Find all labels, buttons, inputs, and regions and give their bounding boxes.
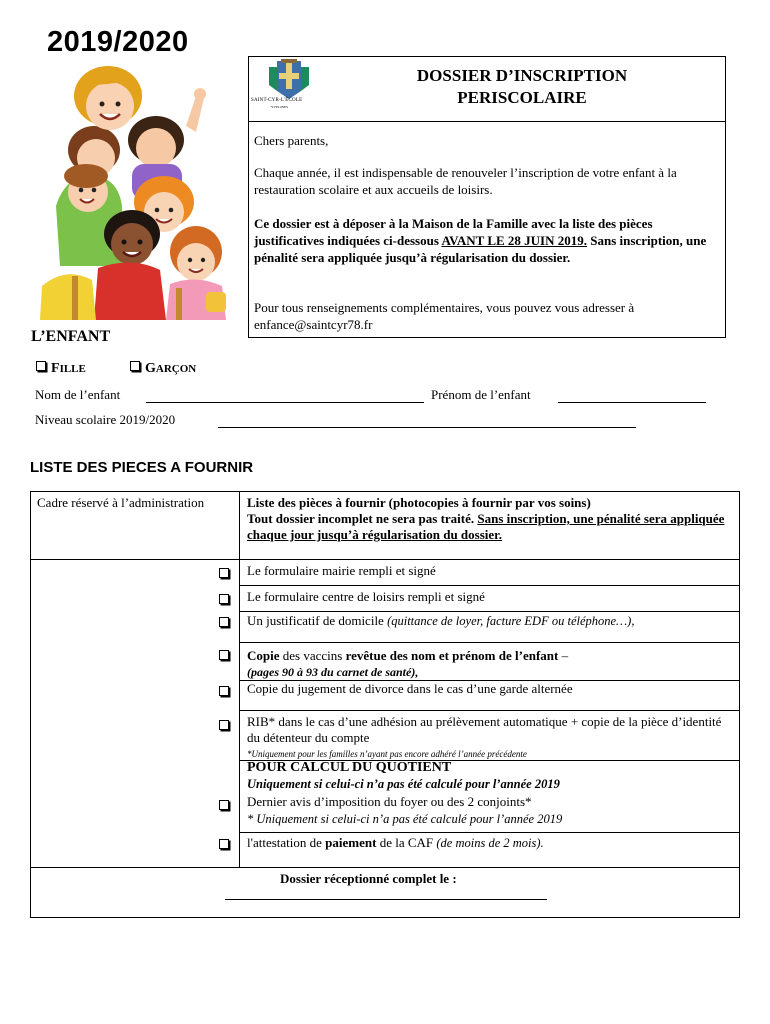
school-level-label: Niveau scolaire 2019/2020	[35, 412, 176, 427]
girl-checkbox[interactable]	[36, 361, 46, 371]
year-title: 2019/2020	[47, 26, 189, 58]
logo-text: SAINT-CYR-L'ÉCOLE	[251, 98, 303, 103]
list-header: Liste des pièces à fournir (photocopies à fournir par vos soins) Tout dossier incomplet ne sera pas traité. Sans inscription, une pénalité sera appliquée chaque jour jusqu’à régularisation du dossier.	[247, 495, 725, 542]
pieces-section-heading: LISTE DES PIECES A FOURNIR	[30, 459, 254, 476]
boy-option[interactable]: GARÇON	[130, 360, 196, 377]
item-divorce-judgment: Copie du jugement de divorce dans le cas d’une garde alternée	[247, 681, 573, 696]
deposit-notice: Ce dossier est à déposer à la Maison de la Famille avec la liste des pièces justificatives indiquées ci-dessous AVANT LE 28 JUIN 2019. Sans inscription, une pénalité sera appliquée jusqu’à régularisation du dossier.	[254, 216, 707, 265]
item-vaccines: Copie des vaccins revêtue des nom et prénom de l’enfant –	[247, 648, 569, 663]
item8-checkbox[interactable]	[219, 839, 229, 849]
received-date-field[interactable]	[225, 899, 547, 900]
last-name-label: Nom de l’enfant	[35, 387, 121, 402]
tax-notice-note: * Uniquement si celui-ci n’a pas été calculé pour l’année 2019	[247, 812, 563, 826]
item-proof-address: Un justificatif de domicile (quittance de loyer, facture EDF ou téléphone…),	[247, 613, 635, 628]
quotient-subtitle: Uniquement si celui-ci n’a pas été calculé pour l’année 2019	[247, 777, 560, 791]
received-label: Dossier réceptionné complet le :	[280, 871, 457, 886]
logo-subtext: YVELINES	[271, 105, 289, 109]
contact-paragraph: Pour tous renseignements complémentaires, vous pouvez vous adresser à enfance@saintcyr78.fr	[254, 300, 635, 332]
item-caf-certificate: l'attestation de paiement de la CAF (de moins de 2 mois).	[247, 835, 544, 850]
item4-checkbox[interactable]	[219, 650, 229, 660]
last-name-field[interactable]	[146, 402, 424, 403]
item1-checkbox[interactable]	[219, 568, 229, 578]
city-crest-logo	[255, 59, 321, 111]
item5-checkbox[interactable]	[219, 686, 229, 696]
intro-box	[248, 56, 726, 338]
intro-paragraph: Chaque année, il est indispensable de renouveler l’inscription de votre enfant à la restauration scolaire et aux accueils de loisirs.	[254, 165, 677, 197]
child-section-heading: L’ENFANT	[31, 328, 111, 345]
pieces-table	[30, 491, 740, 918]
first-name-label: Prénom de l’enfant	[431, 387, 531, 402]
first-name-field[interactable]	[558, 402, 706, 403]
title-divider	[249, 121, 725, 122]
school-level-field[interactable]	[218, 427, 636, 428]
item7-checkbox[interactable]	[219, 800, 229, 810]
item3-checkbox[interactable]	[219, 617, 229, 627]
item-town-form: Le formulaire mairie rempli et signé	[247, 563, 436, 578]
quotient-title: POUR CALCUL DU QUOTIENT	[247, 760, 452, 775]
item6-checkbox[interactable]	[219, 720, 229, 730]
greeting: Chers parents,	[254, 133, 329, 148]
boy-checkbox[interactable]	[130, 361, 140, 371]
item-leisure-form: Le formulaire centre de loisirs rempli et signé	[247, 589, 485, 604]
item2-checkbox[interactable]	[219, 594, 229, 604]
item-rib: RIB* dans le cas d’une adhésion au prélèvement automatique + copie de la pièce d’identité du détenteur du compte	[247, 714, 722, 745]
admin-reserved-label: Cadre réservé à l’administration	[37, 495, 205, 510]
vaccines-pages-note: (pages 90 à 93 du carnet de santé),	[247, 665, 419, 679]
girl-option[interactable]: FILLE	[36, 360, 86, 377]
rib-note: *Uniquement pour les familles n’ayant pas encore adhéré l’année précédente	[247, 749, 527, 759]
document-title: DOSSIER D’INSCRIPTION PERISCOLAIRE	[416, 66, 628, 107]
item-tax-notice: Dernier avis d’imposition du foyer ou des 2 conjoints*	[247, 794, 532, 809]
children-illustration	[36, 66, 228, 320]
